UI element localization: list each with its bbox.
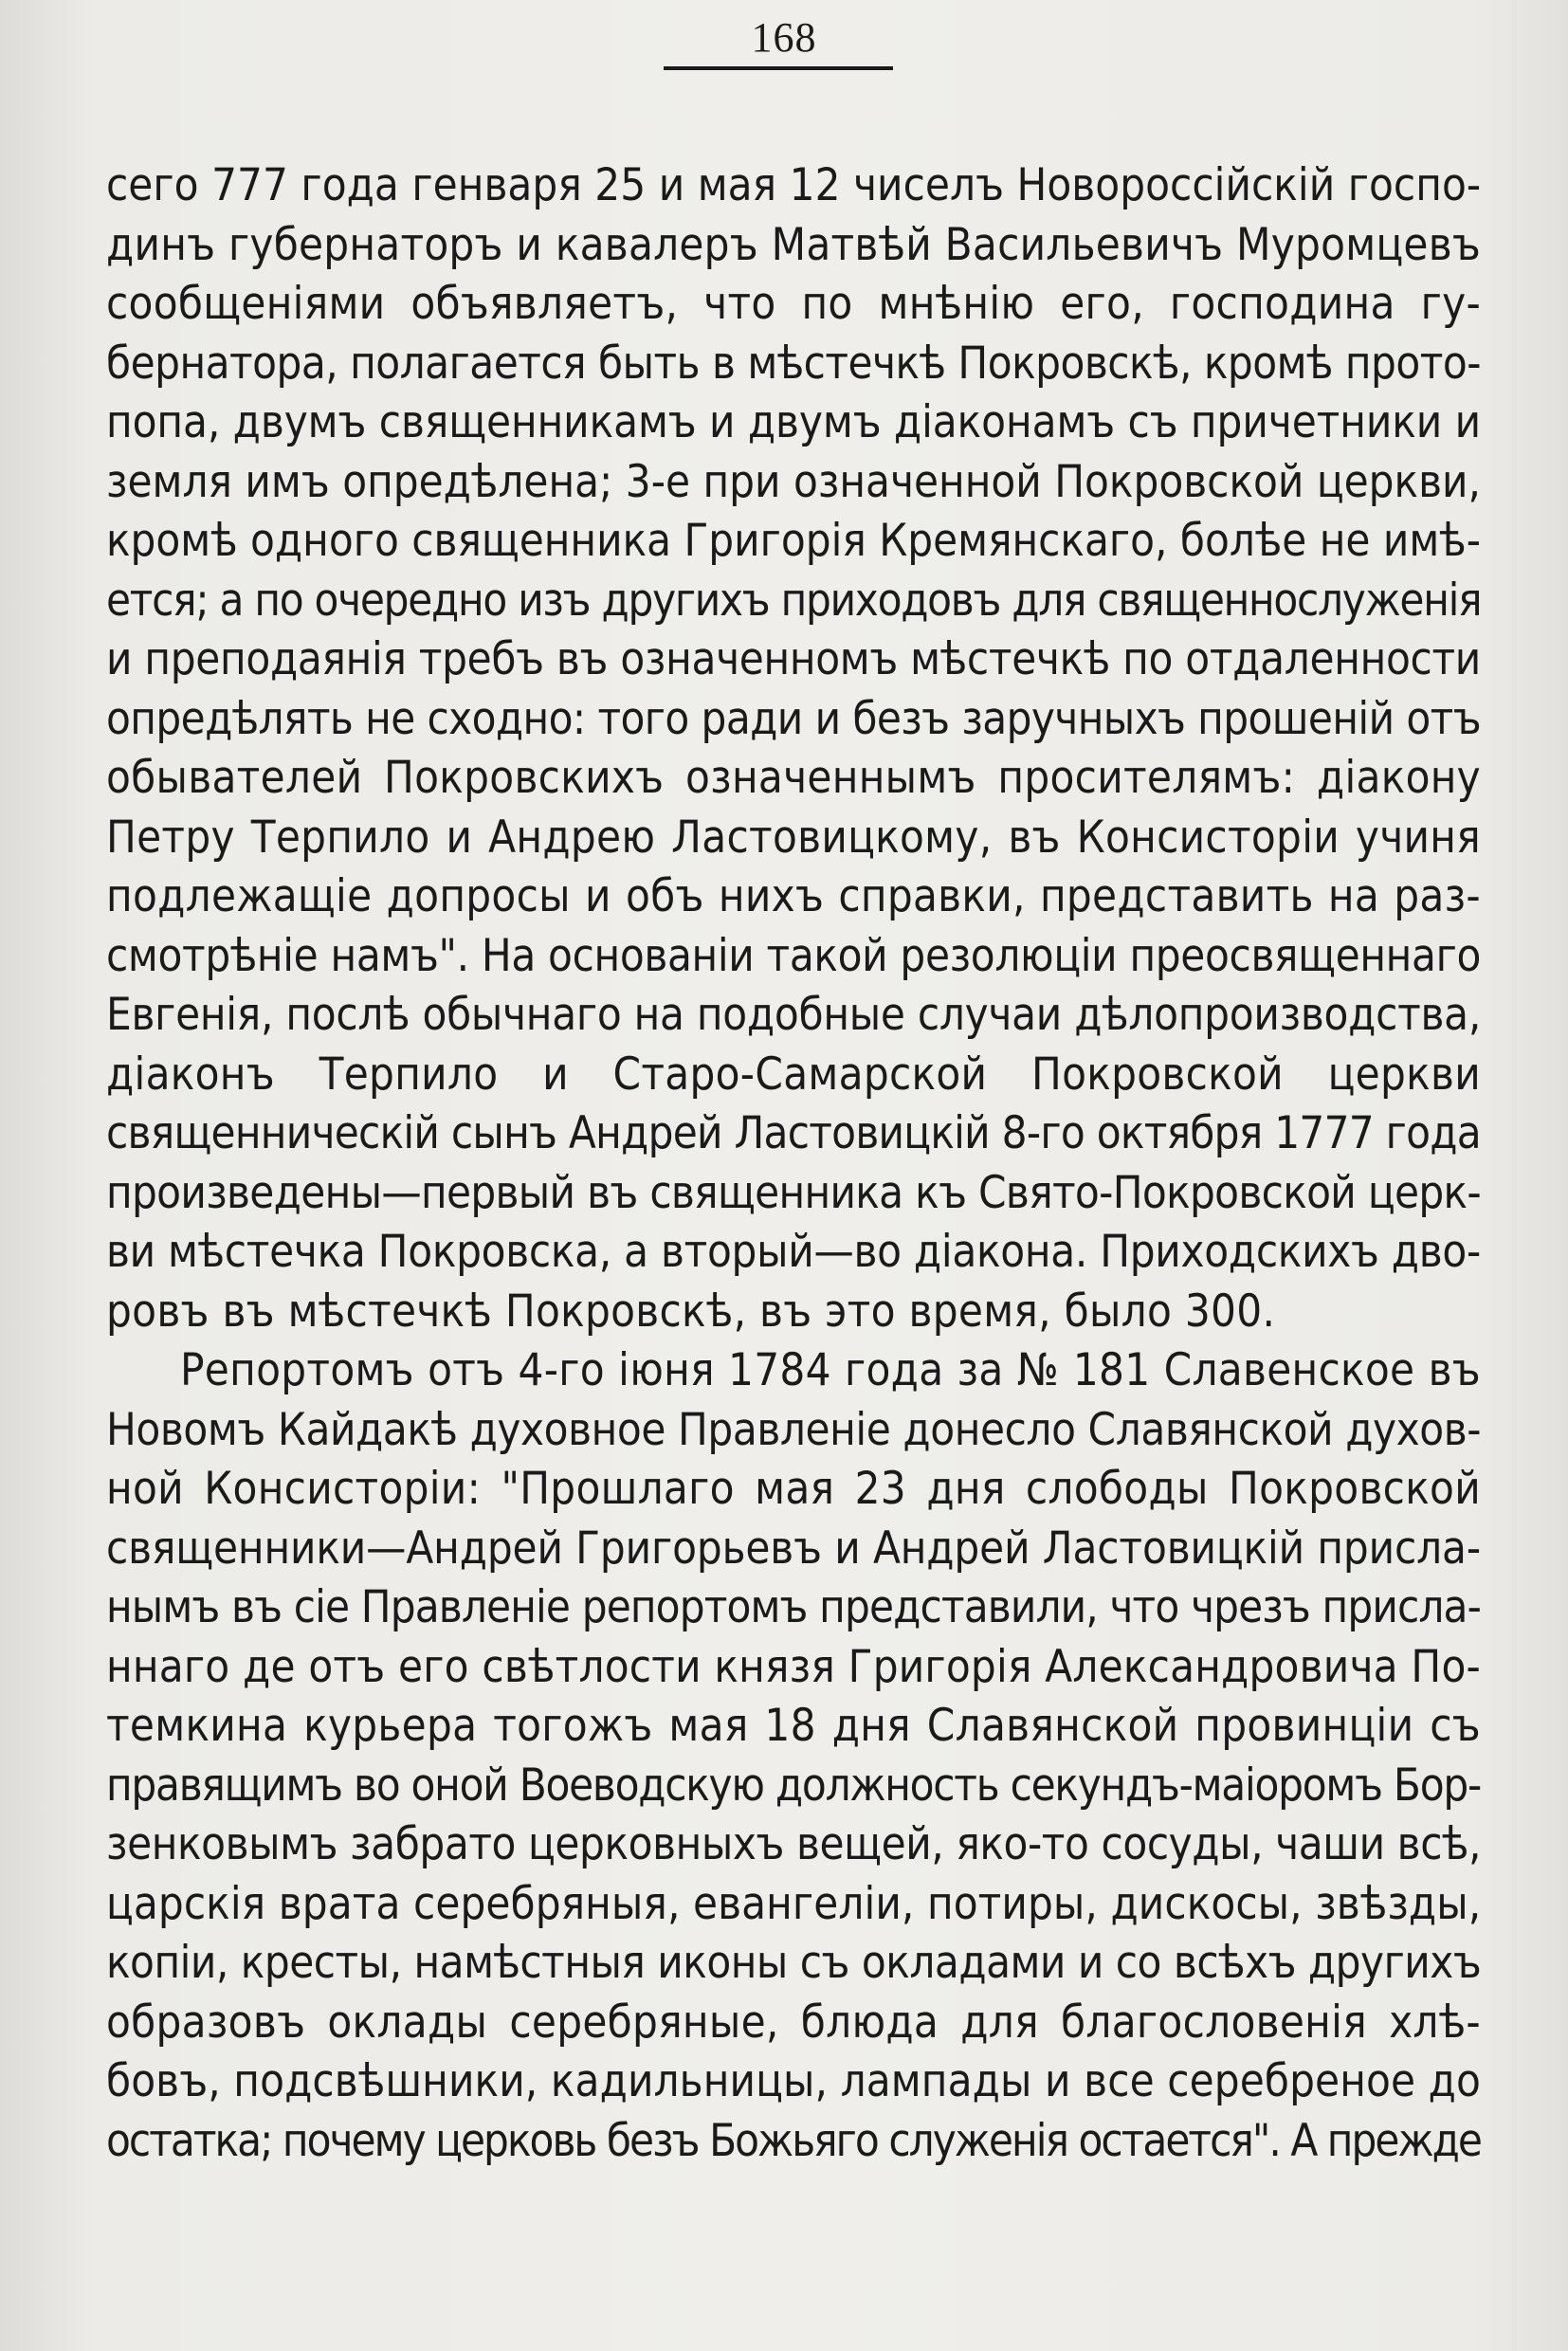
body-text (106, 156, 1481, 2171)
text-line: ется; а по очередно изъ другихъ приходовъ для священнослуженія (106, 574, 1482, 627)
text-line: священническій сынъ Андрей Ластовицкій 8-го октября 1777 года (106, 1107, 1481, 1159)
text-line: правящимъ во оной Воеводскую должность секундъ-маіоромъ Бор- (106, 1759, 1481, 1812)
text-line: бовъ, подсвѣшники, кадильницы, лампады и все серебреное до (106, 2055, 1481, 2107)
text-line: динъ губернаторъ и кавалеръ Матвѣй Васильевичъ Муромцевъ (106, 218, 1481, 271)
text-line: попа, двумъ священникамъ и двумъ діаконамъ съ причетники и (106, 396, 1481, 448)
text-line: земля имъ опредѣлена; 3-е при означенной Покровской церкви, (106, 455, 1481, 508)
text-line: копіи, кресты, намѣстныя иконы съ окладами и со всѣхъ другихъ (106, 1937, 1482, 1989)
text-line: нымъ въ сіе Правленіе репортомъ представили, что чрезъ присла- (106, 1581, 1481, 1633)
text-line: сего 777 года генваря 25 и мая 12 чиселъ Новороссійскій госпо- (106, 159, 1482, 211)
text-line: царскія врата серебряныя, евангеліи, потиры, дискосы, звѣзды, (106, 1877, 1482, 1930)
text-line: зенковымъ забрато церковныхъ вещей, яко-то сосуды, чаши всѣ, (106, 1818, 1482, 1870)
text-line: бернатора, полагается быть в мѣстечкѣ Покровскѣ, кромѣ прото- (106, 337, 1481, 390)
text-line: подлежащіе допросы и объ нихъ справки, представить на раз- (106, 870, 1481, 922)
text-line: ви мѣстечка Покровска, а вторый—во діакона. Приходскихъ дво- (106, 1226, 1481, 1278)
text-line: кромѣ одного священника Григорія Кремянскаго, болѣе не имѣ- (106, 515, 1481, 567)
text-line: произведены—первый въ священника къ Свято-Покровской церк- (106, 1166, 1482, 1219)
text-line: образовъ оклады серебряные, блюда для благословенія хлѣ- (106, 1996, 1481, 2049)
text-line: Петру Терпило и Андрею Ластовицкому, въ Консисторіи учиня (106, 811, 1481, 864)
text-line: діаконъ Терпило и Старо-Самарской Покровской церкви (106, 1048, 1481, 1101)
text-line: Новомъ Кайдакѣ духовное Правленіе донесло Славянской духов- (106, 1403, 1482, 1456)
text-line: обывателей Покровскихъ означеннымъ просителямъ: діакону (106, 752, 1481, 804)
text-line: и преподаянія требъ въ означенномъ мѣстечкѣ по отдаленности (106, 633, 1481, 685)
text-line: Репортомъ отъ 4-го іюня 1784 года за № 181 Славенское въ (180, 1344, 1481, 1396)
text-line: сообщеніями объявляетъ, что по мнѣнію его, господина гу- (106, 278, 1481, 330)
text-line: темкина курьера тогожъ мая 18 дня Славянской провинціи съ (106, 1700, 1481, 1752)
text-line: опредѣлять не сходно: того ради и безъ заручныхъ прошеній отъ (106, 692, 1481, 745)
page-number-rule (664, 66, 893, 70)
text-line: ннаго де отъ его свѣтлости князя Григорія Александровича По- (106, 1640, 1481, 1693)
text-line: остатка; почему церковь безъ Божьяго служенія остается". А прежде (106, 2114, 1481, 2167)
text-line: священники—Андрей Григорьевъ и Андрей Ластовицкій присла- (106, 1522, 1481, 1575)
text-line: ной Консисторіи: "Прошлаго мая 23 дня слободы Покровской (106, 1463, 1481, 1515)
text-line: смотрѣніе намъ". На основаніи такой резолюціи преосвященнаго (106, 929, 1481, 982)
text-line: Евгенія, послѣ обычнаго на подобные случаи дѣлопроизводства, (106, 989, 1481, 1041)
text-line: ровъ въ мѣстечкѣ Покровскѣ, въ это время, было 300. (106, 1285, 1276, 1338)
page-number: 168 (751, 14, 817, 61)
